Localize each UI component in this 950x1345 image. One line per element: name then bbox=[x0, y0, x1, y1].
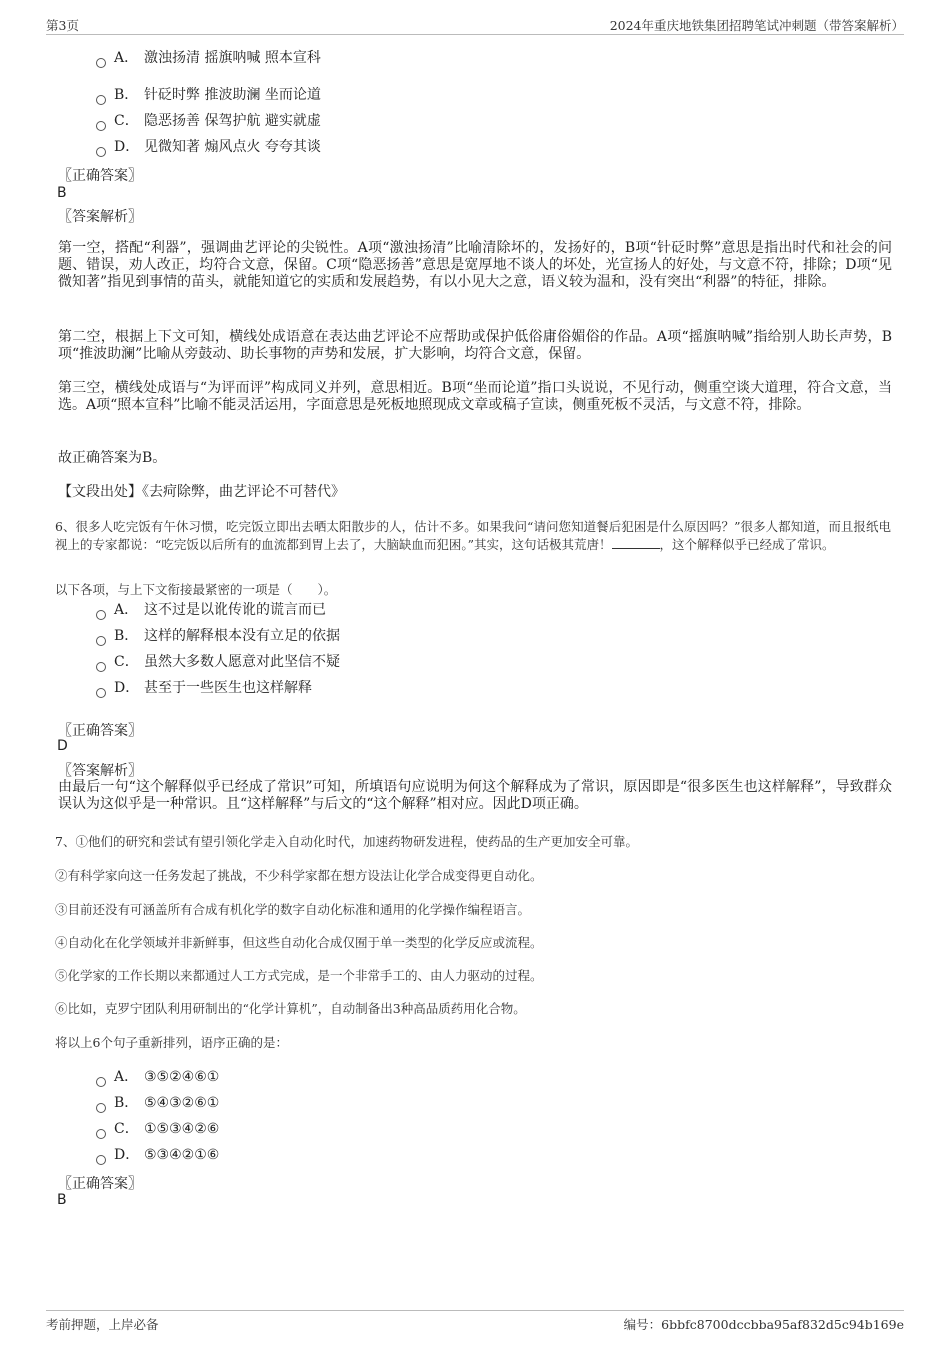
page-footer bbox=[46, 1310, 904, 1335]
radio-icon[interactable] bbox=[96, 1155, 106, 1165]
radio-icon[interactable] bbox=[96, 58, 106, 68]
q7-option-d[interactable]: D． ⑤③④②①⑥ bbox=[96, 1145, 219, 1165]
q6-prompt: 以下各项，与上下文衔接最紧密的一项是（ ）。 bbox=[55, 582, 337, 597]
document-title: 2024年重庆地铁集团招聘笔试冲刺题（带答案解析） bbox=[609, 18, 904, 33]
q6-option-b[interactable]: B． 这样的解释根本没有立足的依据 bbox=[96, 626, 340, 646]
q6-analysis-label: 〖答案解析〗 bbox=[58, 763, 142, 779]
q5-option-d[interactable]: D． 见微知著 煽风点火 夸夸其谈 bbox=[96, 137, 321, 157]
q7-option-c[interactable]: C． ①⑤③④②⑥ bbox=[96, 1119, 219, 1139]
radio-icon[interactable] bbox=[96, 147, 106, 157]
radio-icon[interactable] bbox=[96, 610, 106, 620]
q7-answer-label: 〖正确答案〗 bbox=[58, 1176, 142, 1192]
q5-analysis-paragraph-2: 第二空，根据上下文可知，横线处成语意在表达曲艺评论不应帮助或保护低俗庸俗媚俗的作品。A项“摇旗呐喊”指给别人助长声势，B项“推波助澜”比喻从旁鼓动、助长事物的声势和发展，扩大影响，均符合文意，保留。 bbox=[58, 329, 892, 362]
radio-icon[interactable] bbox=[96, 1103, 106, 1113]
radio-icon[interactable] bbox=[96, 662, 106, 672]
radio-icon[interactable] bbox=[96, 636, 106, 646]
q6-analysis: 由最后一句“这个解释似乎已经成了常识”可知，所填语句应说明为何这个解释成为了常识，原因即是“很多医生也这样解释”，导致群众误认为这似乎是一种常识。且“这样解释”与后文的“这个解释”相对应。因此D项正确。 bbox=[58, 779, 892, 812]
q5-option-b[interactable]: B． 针砭时弊 推波助澜 坐而论道 bbox=[96, 85, 321, 105]
q7-answer: B bbox=[57, 1192, 67, 1208]
q7-option-b[interactable]: B． ⑤④③②⑥① bbox=[96, 1093, 219, 1113]
q5-analysis-conclusion: 故正确答案为B。 bbox=[58, 450, 167, 466]
q5-option-c[interactable]: C． 隐恶扬善 保驾护航 避实就虚 bbox=[96, 111, 321, 131]
q6-option-a[interactable]: A． 这不过是以讹传讹的谎言而已 bbox=[96, 600, 326, 620]
radio-icon[interactable] bbox=[96, 121, 106, 131]
q7-sentence-2: ②有科学家向这一任务发起了挑战，不少科学家都在想方设法让化学合成变得更自动化。 bbox=[55, 868, 543, 883]
q6-option-c[interactable]: C． 虽然大多数人愿意对此坚信不疑 bbox=[96, 652, 340, 672]
q5-source: 【文段出处】《去疴除弊，曲艺评论不可替代》 bbox=[58, 484, 345, 500]
q7-sentence-6: ⑥比如，克罗宁团队利用研制出的“化学计算机”，自动制备出3种高品质药用化合物。 bbox=[55, 1001, 526, 1016]
q6-answer-label: 〖正确答案〗 bbox=[58, 723, 142, 739]
radio-icon[interactable] bbox=[96, 95, 106, 105]
q7-sentence-5: ⑤化学家的工作长期以来都通过人工方式完成，是一个非常手工的、由人力驱动的过程。 bbox=[55, 968, 543, 983]
radio-icon[interactable] bbox=[96, 688, 106, 698]
q5-analysis-paragraph-3: 第三空，横线处成语与“为评而评”构成同义并列，意思相近。B项“坐而论道”指口头说说，不见行动，侧重空谈大道理，符合文意，当选。A项“照本宣科”比喻不能灵活运用，字面意思是死板地照现成文章或稿子宣读，侧重死板不灵活，与文意不符，排除。 bbox=[58, 380, 892, 413]
fill-blank bbox=[612, 536, 660, 549]
q5-option-a[interactable]: A． 激浊扬清 摇旗呐喊 照本宣科 bbox=[96, 48, 321, 68]
radio-icon[interactable] bbox=[96, 1077, 106, 1087]
q6-stem: 6、很多人吃完饭有午休习惯，吃完饭立即出去晒太阳散步的人，估计不多。如果我问“请问您知道餐后犯困是什么原因吗？”很多人都知道，而且报纸电视上的专家都说：“吃完饭以后所有的血流都到胃上去了，大脑缺血而犯困。”其实，这句话极其荒唐！ ，这个解释似乎已经成了常识。 bbox=[55, 519, 891, 552]
q7-prompt: 将以上6个句子重新排列，语序正确的是： bbox=[55, 1035, 288, 1050]
radio-icon[interactable] bbox=[96, 1129, 106, 1139]
q7-sentence-3: ③目前还没有可涵盖所有合成有机化学的数字自动化标准和通用的化学操作编程语言。 bbox=[55, 902, 531, 917]
q7-option-a[interactable]: A． ③⑤②④⑥① bbox=[96, 1067, 219, 1087]
document-id: 编号：6bbfc8700dccbba95af832d5c94b169e bbox=[623, 1317, 904, 1332]
q7-sentence-4: ④自动化在化学领域并非新鲜事，但这些自动化合成仅囿于单一类型的化学反应或流程。 bbox=[55, 935, 543, 950]
q6-answer: D bbox=[57, 738, 68, 754]
q5-analysis-paragraph-1: 第一空，搭配“利器”，强调曲艺评论的尖锐性。A项“激浊扬清”比喻清除坏的，发扬好的，B项“针砭时弊”意思是指出时代和社会的问题、错误，劝人改正，均符合文意，保留。C项“隐恶扬善”意思是宽厚地不谈人的坏处，光宣扬人的好处，与文意不符，排除；D项“见微知著”指见到事情的苗头，就能知道它的实质和发展趋势，有以小见大之意，语义较为温和，没有突出“利器”的特征，排除。 bbox=[58, 240, 892, 290]
q6-option-d[interactable]: D． 甚至于一些医生也这样解释 bbox=[96, 678, 312, 698]
q5-analysis-label: 〖答案解析〗 bbox=[58, 209, 142, 225]
q5-answer-label: 〖正确答案〗 bbox=[58, 168, 142, 184]
q5-answer: B bbox=[57, 185, 67, 201]
footer-slogan: 考前押题，上岸必备 bbox=[46, 1317, 159, 1332]
page-header bbox=[46, 14, 904, 35]
page-number: 第3页 bbox=[46, 18, 79, 33]
q7-sentence-1: 7、①他们的研究和尝试有望引领化学走入自动化时代，加速药物研发进程，使药品的生产更加安全可靠。 bbox=[55, 834, 638, 849]
